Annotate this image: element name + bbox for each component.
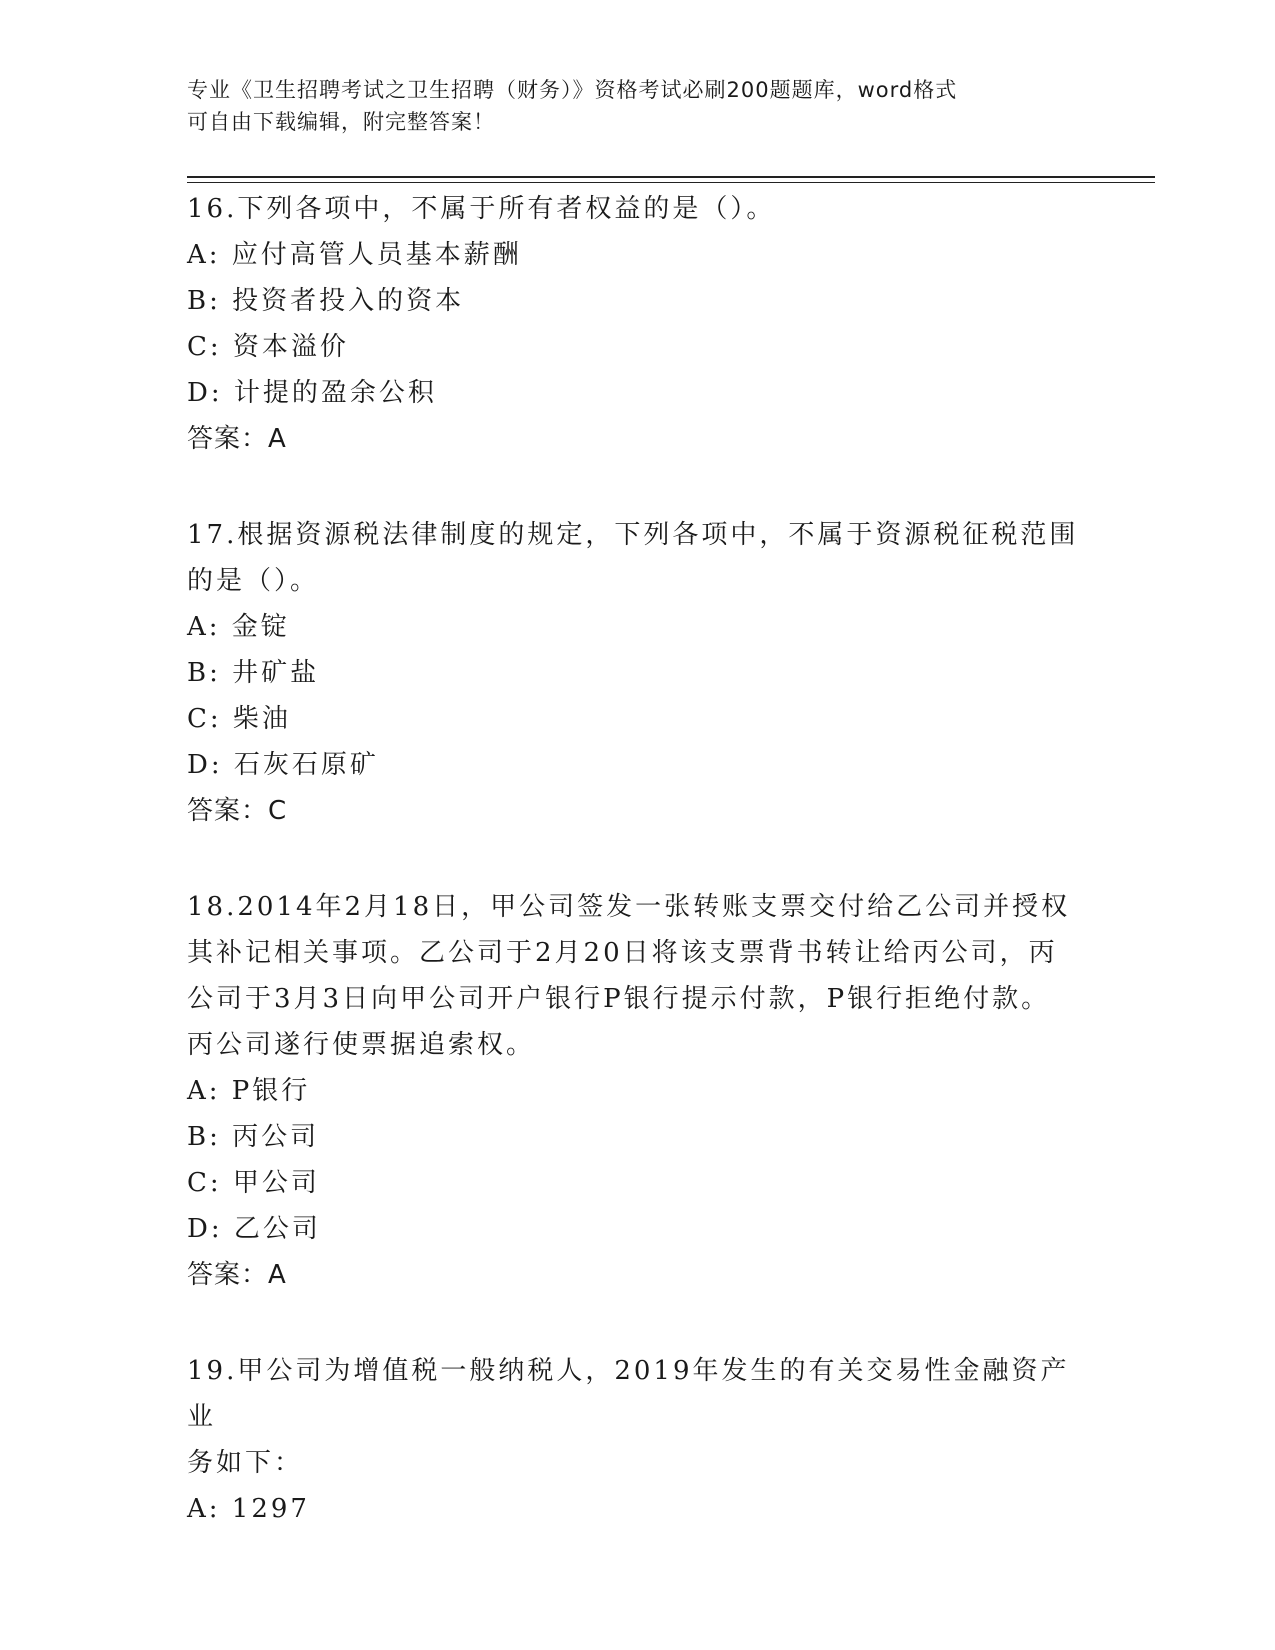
header-line-2: 可自由下载编辑，附完整答案！ bbox=[187, 110, 495, 134]
question-17 bbox=[187, 512, 1087, 834]
header-line-1: 专业《卫生招聘考试之卫生招聘（财务）》资格考试必刷200题题库，word格式 bbox=[187, 78, 958, 102]
option-a: A: 1297 bbox=[187, 1494, 310, 1524]
answer-line: 答案：A bbox=[187, 424, 287, 454]
question-text: 18.2014年2月18日，甲公司签发一张转账支票交付给乙公司并授权 其补记相关事项。乙公司于2月20日将该支票背书转让给丙公司，丙 公司于3月3日向甲公司开户银行P银行提示付款，P银行拒绝付款。 丙公司遂行使票据追索权。 bbox=[187, 892, 1071, 1060]
option-c: C: 资本溢价 bbox=[187, 332, 349, 362]
option-d: D: 计提的盈余公积 bbox=[187, 378, 437, 408]
option-c: C: 柴油 bbox=[187, 704, 291, 734]
question-text: 16.下列各项中，不属于所有者权益的是（）。 bbox=[187, 194, 776, 224]
option-b: B: 投资者投入的资本 bbox=[187, 286, 465, 316]
document-header bbox=[187, 74, 1087, 138]
question-text: 17.根据资源税法律制度的规定，下列各项中，不属于资源税征税范围 的是（）。 bbox=[187, 520, 1079, 596]
option-b: B: 井矿盐 bbox=[187, 658, 320, 688]
option-b: B: 丙公司 bbox=[187, 1122, 320, 1152]
header-rule-thick bbox=[187, 176, 1155, 178]
answer-line: 答案：C bbox=[187, 796, 288, 826]
question-18 bbox=[187, 884, 1087, 1298]
question-16 bbox=[187, 186, 1087, 462]
option-d: D: 石灰石原矿 bbox=[187, 750, 379, 780]
question-text: 19.甲公司为增值税一般纳税人，2019年发生的有关交易性金融资产业 务如下： bbox=[187, 1356, 1070, 1478]
option-a: A: 应付高管人员基本薪酬 bbox=[187, 240, 522, 270]
option-c: C: 甲公司 bbox=[187, 1168, 320, 1198]
option-d: D: 乙公司 bbox=[187, 1214, 321, 1244]
header-rule-thin bbox=[187, 182, 1155, 183]
question-list bbox=[187, 186, 1087, 1582]
option-a: A: 金锭 bbox=[187, 612, 290, 642]
answer-line: 答案：A bbox=[187, 1260, 287, 1290]
question-19 bbox=[187, 1348, 1087, 1532]
option-a: A: P银行 bbox=[187, 1076, 311, 1106]
